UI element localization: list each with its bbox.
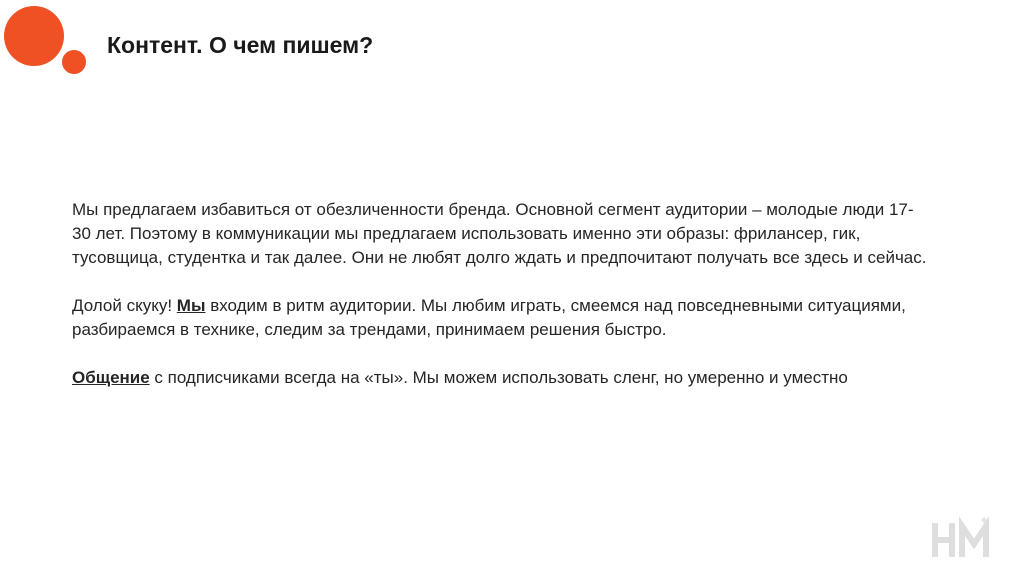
paragraph-tone-rest: входим в ритм аудитории. Мы любим играть, смеемся над повседневными ситуациями, разбираемся в технике, следим за трендами, принимаем решения быстро. [72, 296, 906, 339]
slide-title: Контент. О чем пишем? [107, 32, 374, 58]
paragraph-tone-lead: Долой скуку! [72, 296, 177, 315]
paragraph-communication [72, 366, 932, 390]
slide-body [72, 198, 932, 414]
paragraph-tone [72, 294, 932, 342]
paragraph-audience: Мы предлагаем избавиться от обезличенности бренда. Основной сегмент аудитории – молодые люди 17-30 лет. Поэтому в коммуникации мы предлагаем использовать именно эти образы: фрилансер, гик, тусовщица, студентка и так далее. Они не любят долго ждать и предпочитают получать все здесь и сейчас. [72, 200, 927, 267]
decorative-circle-large [4, 6, 64, 66]
paragraph-communication-rest: с подписчиками всегда на «ты». Мы можем использовать сленг, но умеренно и уместно [149, 368, 848, 387]
paragraph-communication-emphasis: Общение [72, 368, 150, 387]
paragraph-tone-emphasis: Мы [176, 296, 206, 315]
nm-logo-icon [930, 514, 994, 560]
decorative-circle-small [62, 50, 86, 74]
